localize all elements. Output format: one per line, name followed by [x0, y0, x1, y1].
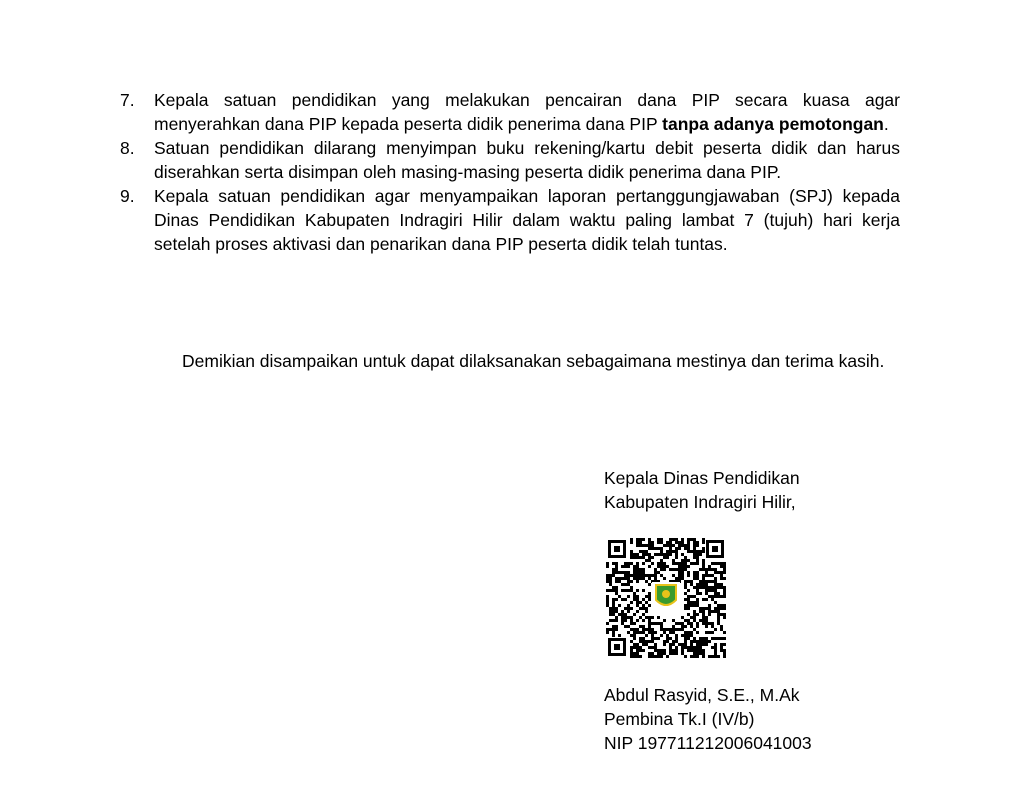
list-text-part: . — [883, 114, 889, 134]
closing-paragraph: Demikian disampaikan untuk dapat dilaksanakan sebagaimana mestinya dan terima kasih. — [182, 351, 885, 371]
emphasis-text: tanpa adanya pemotongan — [662, 114, 884, 134]
numbered-list — [120, 88, 900, 256]
list-item — [120, 136, 900, 184]
signature-title — [604, 466, 800, 514]
list-text — [154, 88, 900, 136]
signer-nip: NIP 197711212006041003 — [604, 733, 812, 753]
list-number: 9. — [120, 186, 135, 206]
qr-code-icon — [606, 538, 726, 658]
list-item — [120, 88, 900, 136]
signer-block — [604, 683, 812, 755]
list-text: Satuan pendidikan dilarang menyimpan buku rekening/kartu debit peserta didik dan harus diserahkan serta disimpan oleh masing-masing peserta didik penerima dana PIP. — [154, 138, 900, 182]
list-text: Kepala satuan pendidikan agar menyampaikan laporan pertanggungjawaban (SPJ) kepada Dinas Pendidikan Kabupaten Indragiri Hilir dalam waktu paling lambat 7 (tujuh) hari kerja setelah proses aktivasi dan penarikan dana PIP peserta didik telah tuntas. — [154, 186, 900, 254]
signer-rank: Pembina Tk.I (IV/b) — [604, 709, 755, 729]
list-item — [120, 184, 900, 256]
signature-title-line: Kepala Dinas Pendidikan — [604, 468, 800, 488]
list-number: 8. — [120, 138, 135, 158]
signature-title-line: Kabupaten Indragiri Hilir, — [604, 492, 796, 512]
list-number: 7. — [120, 90, 135, 110]
signer-name: Abdul Rasyid, S.E., M.Ak — [604, 685, 800, 705]
list-text-part: Kepala satuan pendidikan yang melakukan pencairan dana PIP secara kuasa agar menyerahkan dana PIP kepada peserta didik penerima dana PIP — [154, 90, 900, 134]
